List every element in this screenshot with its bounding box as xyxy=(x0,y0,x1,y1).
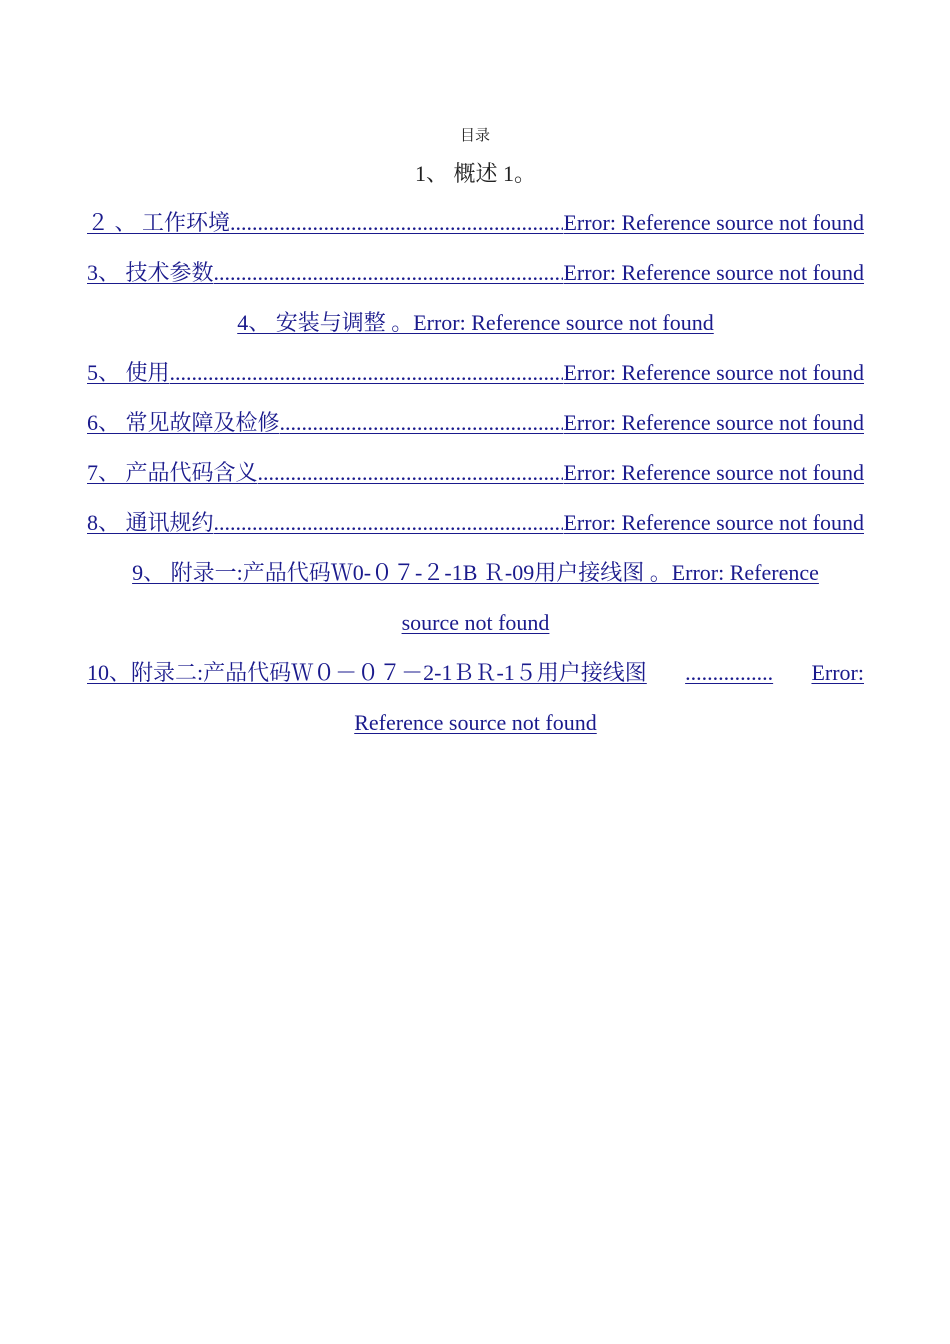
toc-dot-leader xyxy=(230,198,563,248)
toc-entry-9-line-1[interactable] xyxy=(87,548,864,598)
toc-entry-link[interactable]: Reference source not found xyxy=(354,710,597,735)
toc-entry-3[interactable] xyxy=(87,248,864,298)
toc-entry-9-line-2[interactable] xyxy=(87,598,864,648)
toc-entry-ref: Error: Reference source not found xyxy=(563,510,864,535)
toc-dot-leader xyxy=(214,498,564,548)
toc-dot-leader xyxy=(214,248,564,298)
toc-entry-ref: Error: Reference source not found xyxy=(563,410,864,435)
table-of-contents xyxy=(87,150,864,748)
toc-dot-leader xyxy=(258,448,564,498)
toc-entry-label: 7、 产品代码含义 xyxy=(87,460,258,485)
toc-dot-leader xyxy=(280,398,564,448)
toc-heading: 目录 xyxy=(459,128,490,144)
toc-entry-link[interactable]: source not found xyxy=(401,610,550,635)
toc-entry-10-line-1[interactable] xyxy=(87,648,864,698)
toc-entry-label: ２ 、 工作环境 xyxy=(87,210,231,235)
toc-dot-leader: ................ xyxy=(685,660,774,685)
toc-entry-link[interactable]: 4、 安装与调整 。Error: Reference source not found xyxy=(237,310,714,335)
toc-entry-label: 3、 技术参数 xyxy=(87,260,214,285)
toc-entry-ref: Error: Reference source not found xyxy=(563,360,864,385)
toc-entry-7[interactable] xyxy=(87,448,864,498)
toc-entry-label: 6、 常见故障及检修 xyxy=(87,410,280,435)
toc-entry-label: 10、附录二:产品代码Ｗ０－０７－2-1ＢＲ-1５用户接线图 xyxy=(87,660,647,685)
toc-entry-label: 5、 使用 xyxy=(87,360,170,385)
toc-entry-10-line-2[interactable] xyxy=(87,698,864,748)
toc-entry-8[interactable] xyxy=(87,498,864,548)
toc-entry-ref: Error: Reference source not found xyxy=(563,260,864,285)
toc-entry-ref: Error: Reference source not found xyxy=(563,460,864,485)
toc-entry-link[interactable]: 9、 附录一:产品代码Ｗ0-０７-２-1B Ｒ-09用户接线图 。Error: Reference xyxy=(132,560,819,585)
toc-entry-ref: Error: xyxy=(811,660,864,685)
toc-entry-1: 1、 概述 1。 xyxy=(414,161,536,186)
toc-dot-leader xyxy=(170,348,564,398)
toc-entry-5[interactable] xyxy=(87,348,864,398)
toc-entry-ref: Error: Reference source not found xyxy=(563,210,864,235)
toc-entry-6[interactable] xyxy=(87,398,864,448)
toc-entry-4[interactable] xyxy=(87,298,864,348)
toc-entry-2[interactable] xyxy=(87,198,864,248)
toc-entry-label: 8、 通讯规约 xyxy=(87,510,214,535)
